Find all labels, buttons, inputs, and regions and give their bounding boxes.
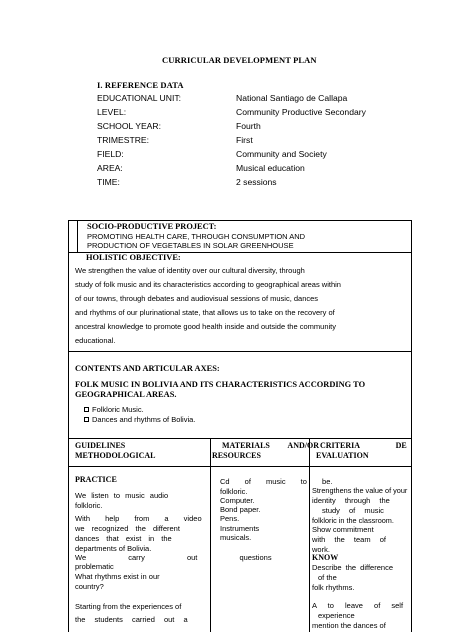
material-line: Computer. <box>220 496 255 505</box>
guideline-line: folkloric. <box>75 501 103 510</box>
material-line: Cd of music to be. <box>220 477 333 486</box>
project-heading: SOCIO-PRODUCTIVE PROJECT: <box>87 222 217 231</box>
criteria-header: CRITERIA DE <box>320 441 407 450</box>
project-inner-border <box>77 220 78 253</box>
contents-heading: CONTENTS AND ARTICULAR AXES: <box>75 364 220 373</box>
objective-line: of our towns, through debates and audiovisual sessions of music, dances <box>75 294 319 303</box>
reference-value: National Santiago de Callapa <box>236 93 348 103</box>
project-line: PRODUCTION OF VEGETABLES IN SOLAR GREENHOUSE <box>87 241 294 250</box>
reference-label: SCHOOL YEAR: <box>97 121 161 131</box>
contents-subheading: FOLK MUSIC IN BOLIVIA AND ITS CHARACTERISTICS ACCORDING TO <box>75 380 366 389</box>
row-divider <box>68 438 412 439</box>
materials-header: RESOURCES <box>212 451 261 460</box>
table-border-right <box>411 220 412 632</box>
criteria-line: of the <box>318 573 337 582</box>
row-divider <box>68 466 412 467</box>
reference-value: Community and Society <box>236 149 327 159</box>
material-line: Bond paper. <box>220 505 261 514</box>
row-divider <box>68 351 412 352</box>
reference-label: EDUCATIONAL UNIT: <box>97 93 182 103</box>
criteria-line: experience <box>318 611 355 620</box>
objective-line: educational. <box>75 336 116 345</box>
objective-line: study of folk music and its characteristics according to geographical areas within <box>75 280 341 289</box>
objective-line: ancestral knowledge to promote good health inside and outside the community <box>75 322 336 331</box>
criteria-header: EVALUATION <box>316 451 369 460</box>
criteria-line: identity through the <box>312 496 390 505</box>
criteria-line: folkloric in the classroom. <box>312 516 394 525</box>
reference-label: AREA: <box>97 163 123 173</box>
contents-subheading: GEOGRAPHICAL AREAS. <box>75 390 177 399</box>
criteria-line: with the team of <box>312 535 386 544</box>
contents-item <box>84 405 144 414</box>
objective-heading: HOLISTIC OBJECTIVE: <box>86 253 181 262</box>
guidelines-header: GUIDELINES <box>75 441 126 450</box>
guideline-line: dances that exist in the <box>75 534 172 543</box>
guideline-line: the students carried out a <box>75 615 188 624</box>
reference-label: TRIMESTRE: <box>97 135 150 145</box>
guideline-line: departments of Bolivia. <box>75 544 152 553</box>
reference-value: Fourth <box>236 121 261 131</box>
criteria-line: study of music <box>322 506 384 515</box>
guideline-line: What rhythms exist in our <box>75 572 160 581</box>
material-line: musicals. <box>220 533 252 542</box>
objective-line: We strengthen the value of identity over our cultural diversity, through <box>75 266 305 275</box>
reference-label: LEVEL: <box>97 107 127 117</box>
criteria-line: Describe the difference <box>312 563 393 572</box>
reference-value: First <box>236 135 253 145</box>
criteria-line: folk rhythms. <box>312 583 355 592</box>
guideline-line: With help from a video <box>75 514 202 523</box>
reference-label: TIME: <box>97 177 120 187</box>
criteria-line: work. <box>312 545 330 554</box>
material-line: Pens. <box>220 514 240 523</box>
criteria-line: A to leave of self <box>312 601 404 610</box>
contents-item-label: Folkloric Music. <box>92 405 144 414</box>
project-line: PROMOTING HEALTH CARE, THROUGH CONSUMPTION AND <box>87 232 306 241</box>
reference-label: FIELD: <box>97 149 124 159</box>
column-divider <box>210 438 211 632</box>
reference-value: 2 sessions <box>236 177 277 187</box>
guideline-line: We carry out questions <box>75 553 272 562</box>
guideline-line: Starting from the experiences of <box>75 602 182 611</box>
guideline-line: We listen to music audio <box>75 491 169 500</box>
contents-item <box>84 415 195 424</box>
criteria-line: Strengthens the value of your <box>312 486 408 495</box>
guideline-line: problematic <box>75 562 114 571</box>
practice-heading: PRACTICE <box>75 475 117 484</box>
reference-value: Musical education <box>236 163 305 173</box>
guideline-line: we recognized the different <box>75 524 180 533</box>
criteria-line: Show commitment <box>312 525 374 534</box>
objective-line: and rhythms of our plurinational state, that allows us to take on the recovery of <box>75 308 335 317</box>
contents-item-label: Dances and rhythms of Bolivia. <box>92 415 196 424</box>
checkbox-icon <box>84 417 89 422</box>
know-heading: KNOW <box>312 553 339 562</box>
criteria-line: mention the dances of <box>312 621 386 630</box>
guideline-line: country? <box>75 582 104 591</box>
material-line: folkloric. <box>220 487 248 496</box>
column-divider <box>309 438 310 632</box>
materials-header: MATERIALS AND/OR <box>222 441 319 450</box>
guidelines-header: METHODOLOGICAL <box>75 451 156 460</box>
section-heading: I. REFERENCE DATA <box>97 80 184 90</box>
checkbox-icon <box>84 407 89 412</box>
material-line: Instruments <box>220 524 260 533</box>
reference-value: Community Productive Secondary <box>236 107 366 117</box>
table-border-top <box>68 220 412 221</box>
document-title: CURRICULAR DEVELOPMENT PLAN <box>162 55 317 65</box>
table-border-left <box>68 220 69 632</box>
